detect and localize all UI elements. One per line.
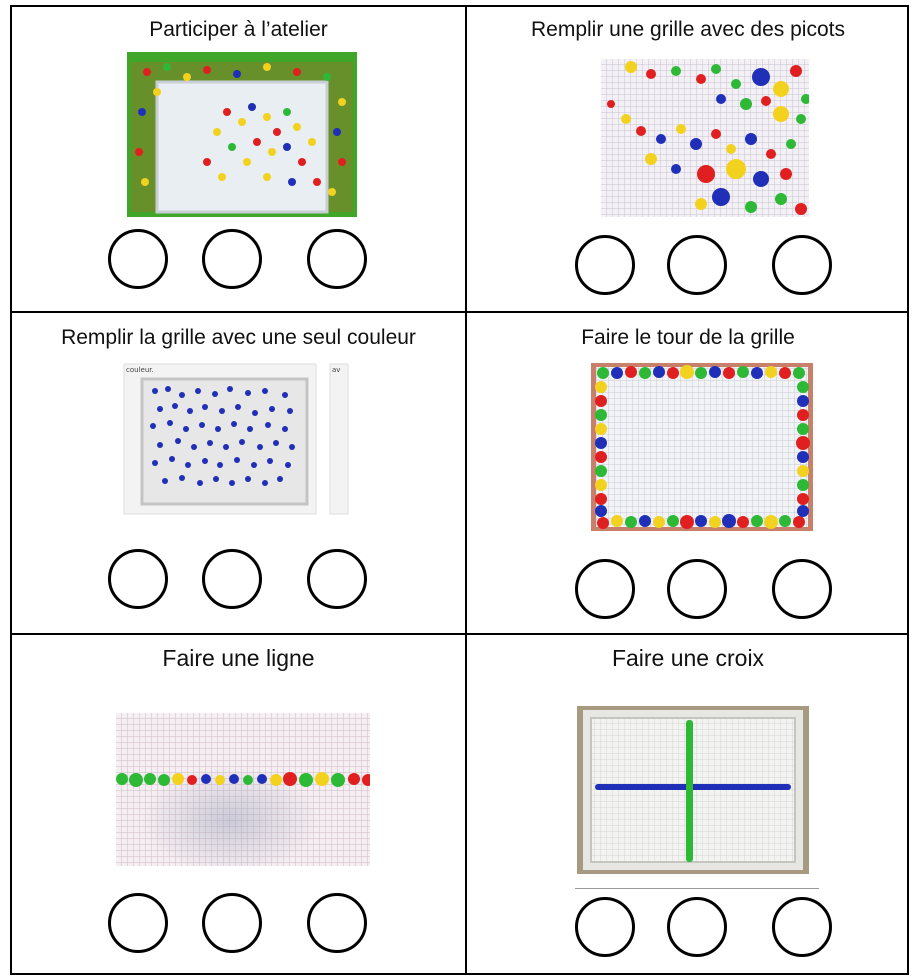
photo-caption-right: av — [332, 366, 341, 374]
activity-title: Remplir une grille avec des picots — [531, 18, 845, 41]
answer-circle[interactable] — [307, 229, 367, 289]
activity-cell — [12, 635, 465, 975]
activity-cell — [12, 7, 465, 311]
activity-table — [10, 5, 909, 975]
rating-circles — [467, 897, 909, 967]
grid-with-colored-pegs-photo — [601, 59, 809, 217]
activity-title: Participer à l’atelier — [149, 18, 328, 41]
answer-circle[interactable] — [667, 235, 727, 295]
answer-circle[interactable] — [575, 235, 635, 295]
answer-circle[interactable] — [108, 549, 168, 609]
answer-circle[interactable] — [667, 897, 727, 957]
answer-circle[interactable] — [575, 559, 635, 619]
tray-of-scattered-pegs-photo — [127, 52, 357, 217]
answer-circle[interactable] — [575, 897, 635, 957]
activity-title: Faire une ligne — [162, 645, 315, 671]
answer-circle[interactable] — [202, 229, 262, 289]
answer-circle[interactable] — [202, 549, 262, 609]
grid-filled-blue-pegs-photo — [120, 361, 350, 518]
answer-circle[interactable] — [307, 893, 367, 953]
answer-circle[interactable] — [772, 559, 832, 619]
activity-cell — [467, 313, 909, 633]
answer-circle[interactable] — [772, 235, 832, 295]
activity-title: Faire une croix — [611, 645, 765, 671]
activity-cell — [467, 635, 909, 975]
rating-circles — [12, 549, 465, 619]
rating-circles — [467, 235, 909, 305]
answer-circle[interactable] — [202, 893, 262, 953]
grid-border-of-pegs-photo — [591, 363, 813, 531]
rating-circles — [467, 559, 909, 629]
activity-cell — [467, 7, 909, 311]
grid-line-of-pegs-photo — [116, 713, 370, 866]
rating-circles — [12, 893, 465, 963]
answer-circle[interactable] — [108, 893, 168, 953]
separator-line — [575, 888, 819, 889]
activity-cell — [12, 313, 465, 633]
answer-circle[interactable] — [667, 559, 727, 619]
answer-circle[interactable] — [772, 897, 832, 957]
activity-title: Remplir la grille avec une seul couleur — [61, 326, 416, 349]
grid-cross-of-pegs-photo — [577, 706, 809, 874]
activity-title: Faire le tour de la grille — [581, 326, 795, 349]
photo-caption-left: couleur. — [126, 366, 154, 374]
answer-circle[interactable] — [307, 549, 367, 609]
answer-circle[interactable] — [108, 229, 168, 289]
rating-circles — [12, 229, 465, 299]
